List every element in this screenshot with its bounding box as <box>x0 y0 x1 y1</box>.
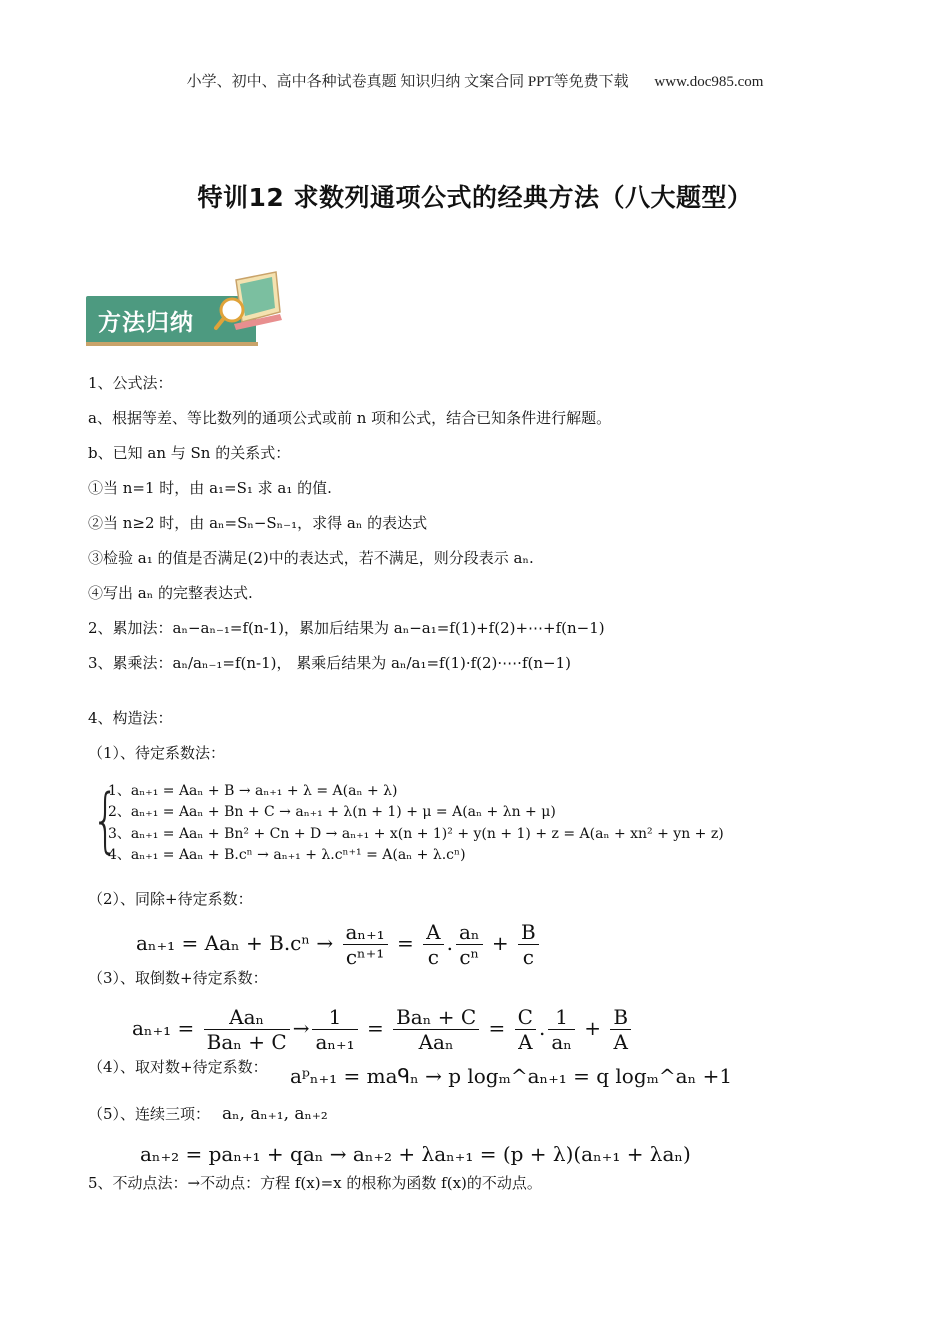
g3-left: aₙ₊₁ = <box>132 1016 195 1040</box>
badge-label: 方法归纳 <box>98 310 194 336</box>
formula-three-terms: aₙ₊₂ = paₙ₊₁ + qaₙ → aₙ₊₂ + λaₙ₊₁ = (p + λ)(aₙ₊₁ + λaₙ) <box>140 1142 691 1166</box>
section-1b-text: b、已知 an 与 Sn 的关系式： <box>88 444 291 462</box>
g3-frac-1: $\frac{\text{Aaₙ}}{\text{Baₙ + C}}$ <box>204 1005 290 1054</box>
formula-2: 2、aₙ₊₁ = Aaₙ + Bn + C → aₙ₊₁ + λ(n + 1) + μ = A(aₙ + λn + μ) <box>108 804 556 820</box>
g2-frac-1: $\frac{\text{aₙ₊₁}}{\text{cⁿ⁺¹}}$ <box>343 920 388 969</box>
formula-1: 1、aₙ₊₁ = Aaₙ + B → aₙ₊₁ + λ = A(aₙ + λ) <box>108 783 398 799</box>
g3-frac-4: $\frac{C}{A}$ <box>515 1005 536 1054</box>
section-1-heading: 1、公式法： <box>88 374 173 392</box>
g3-frac-2: $\frac{1}{\text{aₙ₊₁}}$ <box>312 1005 357 1054</box>
system-brace: { <box>92 779 119 861</box>
g2-frac-2: $\frac{A}{c}$ <box>423 920 443 969</box>
g2-equals: = <box>397 931 414 955</box>
section-1a-text: a、根据等差、等比数列的通项公式或前 n 项和公式，结合已知条件进行解题。 <box>88 409 612 427</box>
formula-3: 3、aₙ₊₁ = Aaₙ + Bn² + Cn + D → aₙ₊₁ + x(n + 1)² + y(n + 1) + z = A(aₙ + xn² + yn + z) <box>108 826 724 842</box>
section-3-text: 3、累乘法：aₙ/aₙ₋₁=f(n-1)， 累乘后结果为 aₙ/a₁=f(1)·f(2)·⋯·f(n−1) <box>88 654 571 672</box>
step-1-text: ①当 n=1 时，由 a₁=S₁ 求 a₁ 的值. <box>88 479 332 497</box>
g3-arrow: → <box>292 1016 310 1040</box>
g2-frac-4: $\frac{B}{c}$ <box>518 920 539 969</box>
header-text: 小学、初中、高中各种试卷真题 知识归纳 文案合同 PPT等免费下载 <box>186 74 629 90</box>
method-4-4-heading: （4）、取对数+待定系数： <box>88 1058 268 1076</box>
step-2-text: ②当 n≥2 时，由 aₙ=Sₙ−Sₙ₋₁，求得 aₙ 的表达式 <box>88 514 428 532</box>
book-magnifier-icon <box>214 270 286 336</box>
g3-equals-2: = <box>488 1016 506 1040</box>
formula-logarithm: aᵖₙ₊₁ = maᑫₙ → p logₘ^aₙ₊₁ = q logₘ^aₙ +1 <box>290 1064 733 1088</box>
g3-frac-5: $\frac{1}{\text{aₙ}}$ <box>548 1005 575 1054</box>
header-site-link[interactable]: www.doc985.com <box>654 74 764 90</box>
formula-4: 4、aₙ₊₁ = Aaₙ + B.cⁿ → aₙ₊₁ + λ.cⁿ⁺¹ = A(aₙ + λ.cⁿ) <box>108 847 466 863</box>
g3-dot: . <box>538 1016 546 1040</box>
formula-divide-coefficient <box>136 920 542 969</box>
section-4-heading: 4、构造法： <box>88 709 173 727</box>
method-4-5-heading: （5）、连续三项： <box>88 1105 211 1123</box>
g3-frac-6: $\frac{B}{A}$ <box>610 1005 631 1054</box>
method-4-1-heading: （1）、待定系数法： <box>88 744 226 762</box>
g3-plus: + <box>584 1016 602 1040</box>
page-title: 特训12 求数列通项公式的经典方法（八大题型） <box>197 183 753 212</box>
step-3-text: ③检验 a₁ 的值是否满足(2)中的表达式，若不满足，则分段表示 aₙ. <box>88 549 534 567</box>
step-4-text: ④写出 aₙ 的完整表达式. <box>88 584 253 602</box>
page-header <box>0 70 950 91</box>
g3-equals: = <box>366 1016 384 1040</box>
section-2-text: 2、累加法：aₙ−aₙ₋₁=f(n-1)，累加后结果为 aₙ−a₁=f(1)+f(2)+⋯+f(n−1) <box>88 619 605 637</box>
badge-underline <box>86 342 258 346</box>
method-summary-badge <box>86 270 286 350</box>
method-4-2-heading: （2）、同除+待定系数： <box>88 890 253 908</box>
section-5-text: 5、不动点法：→不动点：方程 f(x)=x 的根称为函数 f(x)的不动点。 <box>88 1174 542 1192</box>
g2-left: aₙ₊₁ = Aaₙ + B.cⁿ → <box>136 931 334 955</box>
formula-reciprocal <box>132 1005 634 1054</box>
g2-dot: . <box>446 931 453 955</box>
method-4-3-heading: （3）、取倒数+待定系数： <box>88 969 268 987</box>
g2-plus: + <box>491 931 509 955</box>
g3-frac-3: $\frac{\text{Baₙ + C}}{\text{Aaₙ}}$ <box>393 1005 479 1054</box>
three-terms-inline: aₙ, aₙ₊₁, aₙ₊₂ <box>222 1104 328 1124</box>
g2-frac-3: $\frac{\text{aₙ}}{\text{cⁿ}}$ <box>456 920 483 969</box>
